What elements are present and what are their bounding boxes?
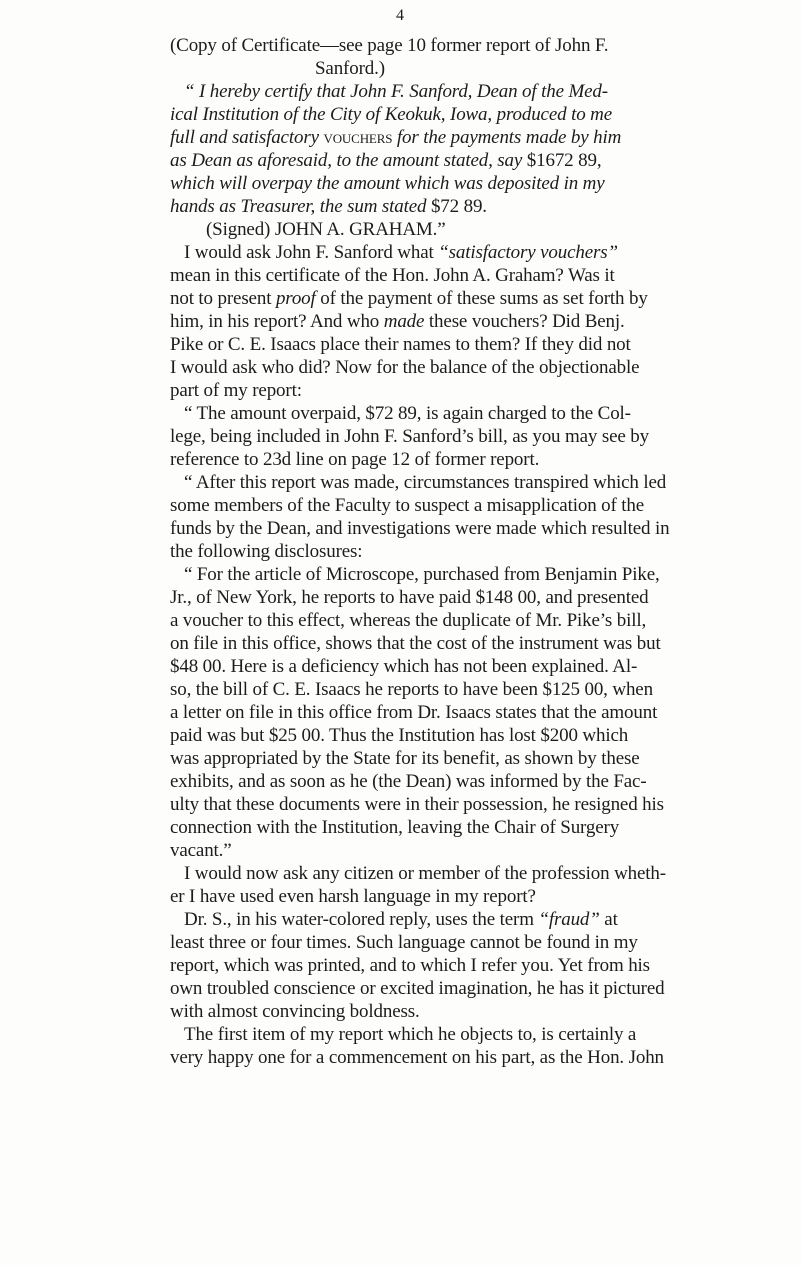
text-line: [170, 218, 790, 241]
text-run: Pike or C. E. Isaacs place their names to them? If they did not: [170, 334, 631, 355]
text-line: [170, 954, 790, 977]
text-line: [170, 264, 790, 287]
text-run: these vouchers? Did Benj.: [424, 311, 625, 332]
text-run: I would ask John F. Sanford what: [184, 242, 439, 263]
text-run: “ The amount overpaid, $72 89, is again charged to the Col-: [184, 403, 631, 424]
text-line: [170, 931, 790, 954]
text-run: mean in this certificate of the Hon. John A. Graham? Was it: [170, 265, 615, 286]
text-line: [170, 126, 790, 149]
text-line: [170, 747, 790, 770]
text-line: [170, 287, 790, 310]
text-run: $1672 89,: [526, 150, 602, 171]
text-line: [170, 425, 790, 448]
text-line: [170, 172, 790, 195]
text-line: [170, 655, 790, 678]
text-line: [170, 402, 790, 425]
text-run: him, in his report? And who: [170, 311, 384, 332]
text-line: [170, 793, 790, 816]
text-run: vacant.”: [170, 840, 232, 861]
page-text: [170, 34, 790, 1069]
text-run: (Copy of Certificate—see page 10 former report of John F.: [170, 35, 609, 56]
text-line: [170, 885, 790, 908]
text-run: was appropriated by the State for its benefit, as shown by these: [170, 748, 640, 769]
text-run: (Signed) JOHN A. GRAHAM.”: [206, 219, 446, 240]
text-run: $72 89.: [430, 196, 487, 217]
text-line: [170, 379, 790, 402]
text-run: Sanford.): [315, 58, 385, 79]
text-line: [170, 195, 790, 218]
text-run: a voucher to this effect, whereas the duplicate of Mr. Pike’s bill,: [170, 610, 647, 631]
text-run: “ I hereby certify that John F. Sanford, Dean of the Med-: [184, 81, 608, 102]
text-run: at: [599, 909, 618, 930]
text-line: [170, 57, 790, 80]
text-run: some members of the Faculty to suspect a misapplication of the: [170, 495, 645, 516]
text-run: “ After this report was made, circumstances transpired which led: [184, 472, 667, 493]
text-run: ical Institution of the City of Keokuk, Iowa, produced to me: [170, 104, 612, 125]
page-number: 4: [396, 7, 404, 24]
text-line: [170, 862, 790, 885]
text-run: for the payments made by him: [392, 127, 622, 148]
text-line: [170, 310, 790, 333]
text-run: exhibits, and as soon as he (the Dean) was informed by the Fac-: [170, 771, 647, 792]
text-line: [170, 839, 790, 862]
text-run: proof: [275, 288, 316, 309]
text-line: [170, 494, 790, 517]
text-run: “ For the article of Microscope, purchased from Benjamin Pike,: [184, 564, 660, 585]
text-run: as Dean as aforesaid, to the amount stated, say: [170, 150, 527, 171]
text-run: Jr., of New York, he reports to have paid $148 00, and presented: [170, 587, 649, 608]
text-run: ulty that these documents were in their possession, he resigned his: [170, 794, 664, 815]
text-run: $48 00. Here is a deficiency which has not been explained. Al-: [170, 656, 638, 677]
text-line: [170, 80, 790, 103]
text-line: [170, 149, 790, 172]
text-run: a letter on file in this office from Dr. Isaacs states that the amount: [170, 702, 658, 723]
text-run: part of my report:: [170, 380, 302, 401]
text-run: least three or four times. Such language cannot be found in my: [170, 932, 638, 953]
text-run: I would ask who did? Now for the balance of the objectionable: [170, 357, 640, 378]
text-line: [170, 678, 790, 701]
text-run: lege, being included in John F. Sanford’s bill, as you may see by: [170, 426, 649, 447]
text-line: [170, 34, 790, 57]
text-run: with almost convincing boldness.: [170, 1001, 420, 1022]
text-run: very happy one for a commencement on his part, as the Hon. John: [170, 1047, 664, 1068]
text-run: report, which was printed, and to which I refer you. Yet from his: [170, 955, 650, 976]
text-run: Dr. S., in his water-colored reply, uses the term: [184, 909, 539, 930]
text-run: I would now ask any citizen or member of the profession wheth-: [184, 863, 666, 884]
text-run: vouchers: [323, 127, 393, 148]
text-line: [170, 1046, 790, 1069]
text-line: [170, 333, 790, 356]
text-line: [170, 103, 790, 126]
text-run: which will overpay the amount which was deposited in my: [170, 173, 605, 194]
text-line: [170, 1000, 790, 1023]
text-run: hands as Treasurer, the sum stated: [170, 196, 431, 217]
text-run: “satisfactory vouchers”: [438, 242, 618, 263]
text-run: so, the bill of C. E. Isaacs he reports to have been $125 00, when: [170, 679, 653, 700]
text-line: [170, 632, 790, 655]
text-run: connection with the Institution, leaving the Chair of Surgery: [170, 817, 620, 838]
text-line: [170, 770, 790, 793]
text-run: made: [383, 311, 425, 332]
text-run: the following disclosures:: [170, 541, 363, 562]
text-line: [170, 517, 790, 540]
text-line: [170, 586, 790, 609]
text-run: reference to 23d line on page 12 of former report.: [170, 449, 540, 470]
text-line: [170, 563, 790, 586]
text-line: [170, 977, 790, 1000]
text-line: [170, 471, 790, 494]
text-run: funds by the Dean, and investigations were made which resulted in: [170, 518, 670, 539]
text-run: not to present: [170, 288, 276, 309]
text-line: [170, 816, 790, 839]
text-run: of the payment of these sums as set forth by: [315, 288, 648, 309]
text-run: The first item of my report which he objects to, is certainly a: [184, 1024, 637, 1045]
text-line: [170, 356, 790, 379]
text-run: “fraud”: [538, 909, 600, 930]
text-line: [170, 540, 790, 563]
text-run: paid was but $25 00. Thus the Institution has lost $200 which: [170, 725, 629, 746]
text-line: [170, 701, 790, 724]
text-run: full and satisfactory: [170, 127, 324, 148]
text-line: [170, 724, 790, 747]
text-line: [170, 609, 790, 632]
text-run: er I have used even harsh language in my report?: [170, 886, 536, 907]
text-line: [170, 908, 790, 931]
text-line: [170, 1023, 790, 1046]
text-line: [170, 241, 790, 264]
text-line: [170, 448, 790, 471]
text-run: on file in this office, shows that the cost of the instrument was but: [170, 633, 661, 654]
text-run: own troubled conscience or excited imagination, he has it pictured: [170, 978, 665, 999]
